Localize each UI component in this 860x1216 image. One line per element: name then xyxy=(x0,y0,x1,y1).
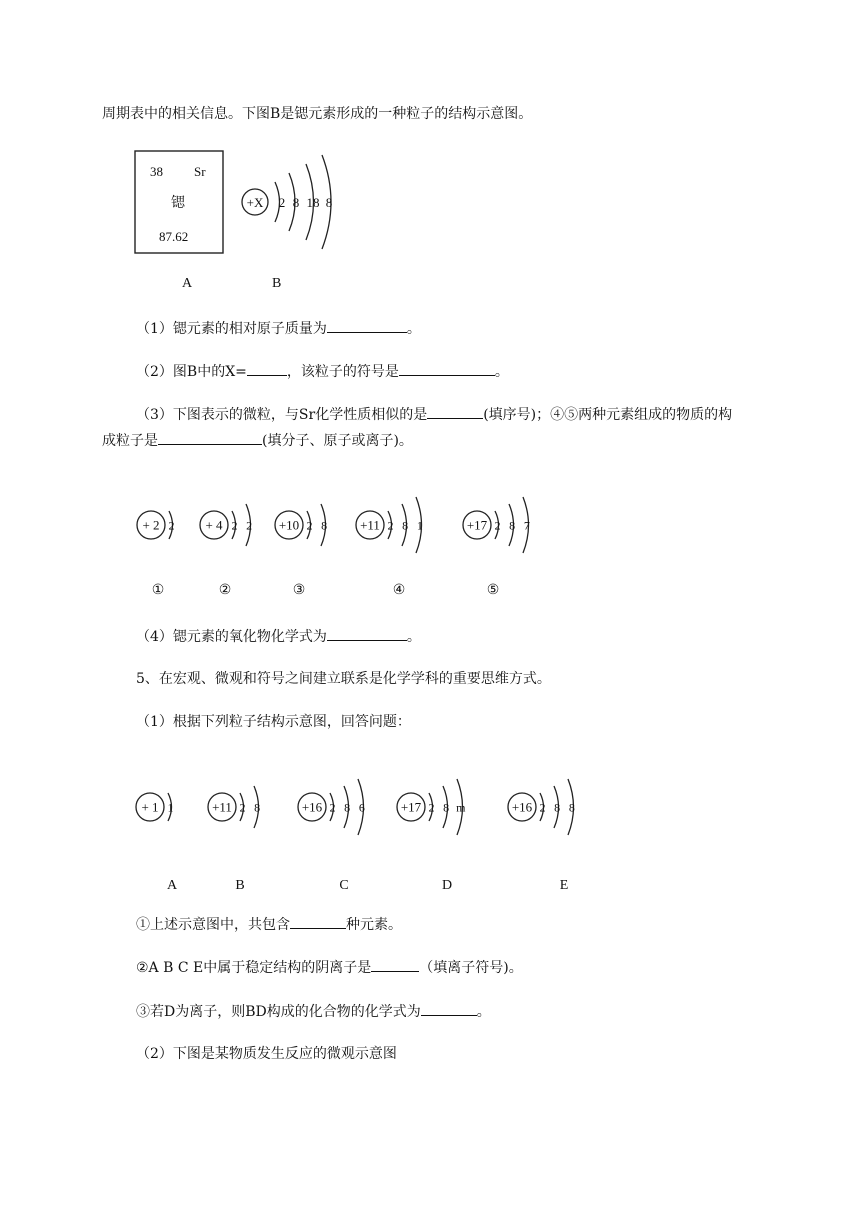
nucleus-charge: +10 xyxy=(278,517,300,533)
answer-blank[interactable] xyxy=(290,914,346,929)
element-symbol: Sr xyxy=(194,164,206,179)
electron-count: 8 xyxy=(321,518,328,533)
electron-count: 18 xyxy=(306,195,320,210)
diagram-label: C xyxy=(339,878,349,893)
diagram-label: ② xyxy=(218,583,232,598)
electron-count: 8 xyxy=(509,518,516,533)
question-2-prefix: （2）图B中的X= xyxy=(136,364,247,380)
question-3-suffix: (填序号)；④⑤两种元素组成的物质的构 xyxy=(483,407,733,423)
electron-count: 8 xyxy=(554,800,561,815)
nucleus-charge: +11 xyxy=(360,517,380,533)
particle-diagram xyxy=(397,779,466,835)
electron-count: 8 xyxy=(402,518,409,533)
answer-blank[interactable] xyxy=(371,957,419,972)
sub-question-3 xyxy=(136,1001,491,1022)
electron-count: 8 xyxy=(568,800,575,815)
question-1-prefix: （1）锶元素的相对原子质量为 xyxy=(136,321,327,337)
sub-question-3-prefix: ③若D为离子，则BD构成的化合物的化学式为 xyxy=(136,1004,421,1020)
question-2-suffix: 。 xyxy=(494,364,509,380)
electron-count: 8 xyxy=(254,800,261,815)
question-3-prefix: （3）下图表示的微粒，与Sr化学性质相似的是 xyxy=(136,407,428,423)
electron-count: 8 xyxy=(443,800,450,815)
figure-label-b: B xyxy=(272,276,282,291)
electron-count: 8 xyxy=(325,195,333,210)
nucleus-charge: +11 xyxy=(212,799,232,815)
electron-count: 2 xyxy=(306,518,313,533)
element-mass: 87.62 xyxy=(159,229,189,244)
nucleus-charge: + 4 xyxy=(205,517,223,533)
nucleus-charge: +17 xyxy=(400,799,422,815)
question-5-part-1: （1）根据下列粒子结构示意图，回答问题： xyxy=(136,714,411,730)
electron-count: 6 xyxy=(358,800,365,815)
sub-question-1-suffix: 种元素。 xyxy=(346,917,402,933)
electron-count: 8 xyxy=(292,195,300,210)
intro-text: 周期表中的相关信息。下图B是锶元素形成的一种粒子的结构示意图。 xyxy=(102,106,533,122)
particle-diagram xyxy=(508,779,575,835)
electron-count: 2 xyxy=(329,800,336,815)
diagram-label: ① xyxy=(151,583,165,598)
sub-question-2-suffix: （填离子符号)。 xyxy=(419,960,523,976)
diagram-label: A xyxy=(166,878,178,893)
question-5-part-2: （2）下图是某物质发生反应的微观示意图 xyxy=(136,1046,397,1062)
electron-count: 1 xyxy=(416,518,423,533)
electron-count: 1 xyxy=(167,800,174,815)
sub-question-1 xyxy=(136,914,402,935)
electron-count: 2 xyxy=(539,800,546,815)
sub-question-2-prefix: ②A B C E中属于稳定结构的阴离子是 xyxy=(136,960,372,976)
electron-count: 2 xyxy=(231,518,238,533)
element-number: 38 xyxy=(150,164,163,179)
answer-blank[interactable] xyxy=(421,1001,477,1016)
nucleus-charge: + 2 xyxy=(142,517,160,533)
electron-count: 2 xyxy=(168,518,175,533)
diagram-label: ⑤ xyxy=(486,583,500,598)
nucleus-charge: + 1 xyxy=(141,799,159,815)
nucleus-charge: +X xyxy=(246,195,264,210)
question-1-suffix: 。 xyxy=(406,321,421,337)
electron-count: 8 xyxy=(344,800,351,815)
figure-label-a: A xyxy=(182,276,193,291)
electron-count: 2 xyxy=(278,195,286,210)
particle-diagram xyxy=(136,793,173,821)
sub-question-1-prefix: ①上述示意图中，共包含 xyxy=(136,917,290,933)
diagram-label: ③ xyxy=(292,583,306,598)
nucleus-charge: +16 xyxy=(301,799,323,815)
diagram-label: B xyxy=(235,878,245,893)
electron-count: 2 xyxy=(239,800,246,815)
particle-diagram xyxy=(298,779,365,835)
nucleus-charge: +17 xyxy=(466,517,488,533)
diagram-label: D xyxy=(441,878,453,893)
electron-count: 7 xyxy=(523,518,530,533)
question-2-middle: ，该粒子的符号是 xyxy=(286,364,399,380)
question-3-line-2-prefix: 成粒子是 xyxy=(102,433,158,449)
question-4-suffix: 。 xyxy=(406,629,421,645)
electron-count: 2 xyxy=(428,800,435,815)
diagram-label: ④ xyxy=(392,583,406,598)
question-4-prefix: （4）锶元素的氧化物化学式为 xyxy=(136,629,327,645)
question-3-line-2-suffix: (填分子、原子或离子)。 xyxy=(262,433,413,449)
electron-count: m xyxy=(456,800,466,815)
sub-question-2 xyxy=(136,957,523,978)
particle-diagram xyxy=(208,786,260,828)
sub-question-3-suffix: 。 xyxy=(476,1004,491,1020)
electron-count: 2 xyxy=(387,518,394,533)
nucleus-charge: +16 xyxy=(511,799,533,815)
electron-count: 2 xyxy=(494,518,501,533)
diagram-label: E xyxy=(559,878,569,893)
electron-count: 2 xyxy=(246,518,253,533)
element-name: 锶 xyxy=(171,196,185,211)
question-5-title: 5、在宏观、微观和符号之间建立联系是化学学科的重要思维方式。 xyxy=(136,671,551,687)
